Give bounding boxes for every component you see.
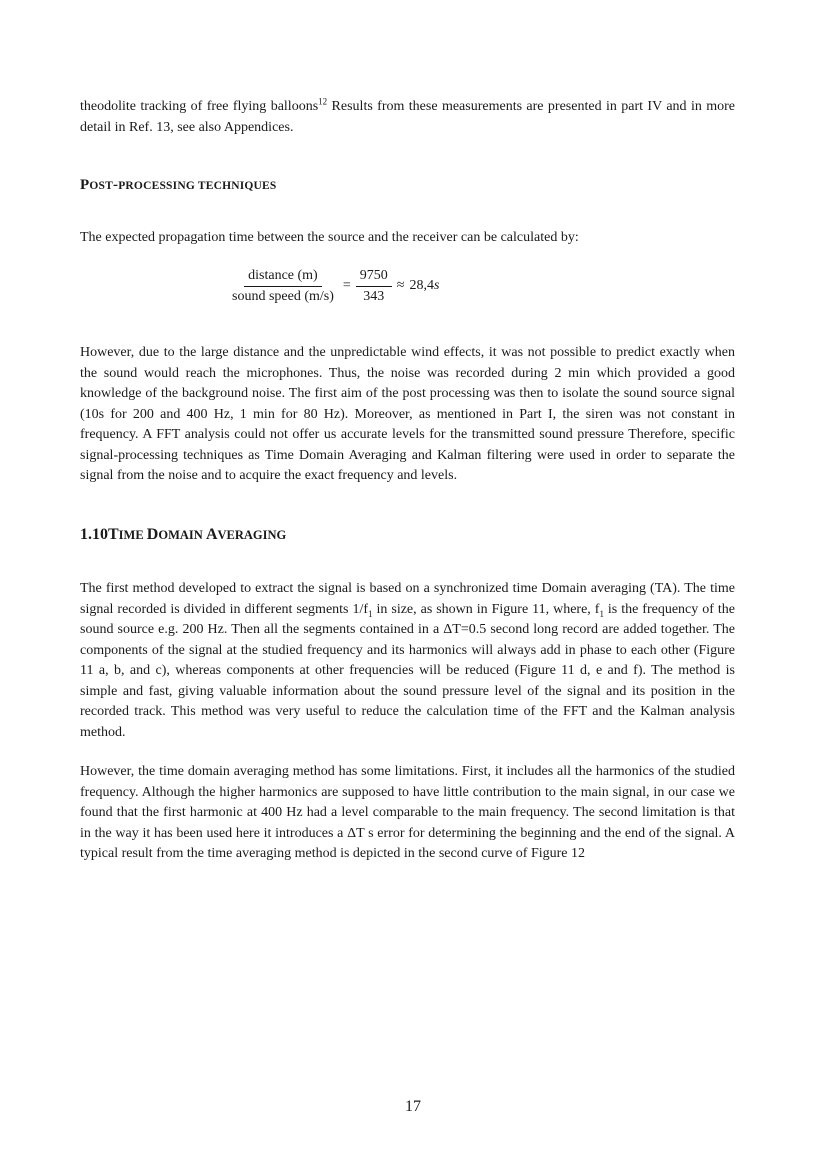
heading-initial: D bbox=[146, 526, 159, 543]
subscript: 1 bbox=[368, 608, 373, 619]
paragraph-post-processing: However, due to the large distance and the unpredictable wind effects, it was not possible to predict exactly when the sound would reach the microphones. Thus, the noise was recorded during 2 min which provided a good knowledge of the background noise. The first aim of the post processing was then to isolate the sound source signal (10s for 200 and 400 Hz, 1 min for 80 Hz). Moreover, as mentioned in Part I, the siren was not constant in frequency. A FFT analysis could not offer us accurate levels for the transmitted sound pressure Therefore, specific signal-processing techniques as Time Domain Averaging and Kalman filtering were used in order to separate the signal from the noise and to acquire the exact frequency and levels. bbox=[80, 345, 735, 483]
paragraph-text: Results from these measurements are presented in part IV and in more detail in Ref. 13, see also Appendices. bbox=[80, 99, 735, 135]
approx-sign: ≈ bbox=[396, 278, 405, 293]
numerator: distance (m) bbox=[244, 267, 322, 287]
paragraph-propagation-intro: The expected propagation time between the source and the receiver can be calculated by: bbox=[80, 230, 579, 245]
fraction-distance-speed bbox=[228, 267, 338, 306]
paragraph-text: is the frequency of the sound source e.g. 200 Hz. Then all the segments contained in a ΔT=0.5 second long record are added together. The components of the signal at the studied frequency and its harmonics will always add in phase to each other (Figure 11 a, b, and c), whereas components at other frequencies will be reduced (Figure 11 d, e and f). The method is simple and fast, giving valuable information about the sound pressure level of the signal and its position in the recorded track. This method was very useful to reduce the calculation time of the FFT and the Kalman analysis method. bbox=[80, 601, 735, 740]
fraction-values bbox=[356, 267, 392, 306]
heading-smallcaps: VERAGING bbox=[217, 528, 287, 542]
heading-smallcaps: IME bbox=[118, 528, 147, 542]
paragraph-limitations: However, the time domain averaging method has some limitations. First, it includes all the harmonics of the studied frequency. Although the higher harmonics are supposed to have little contribution to the main signal, in our case we found that the first harmonic at 400 Hz had a level comparable to the main frequency. The second limitation is that in the way it has been used here it introduces a ΔT s error for determining the beginning and the end of the signal. A typical result from the time averaging method is depicted in the second curve of Figure 12 bbox=[80, 764, 735, 861]
propagation-time-equation bbox=[228, 264, 439, 308]
paragraph-text: The first method developed to extract the signal is based on a synchronized time Domain averaging (TA). The time signal recorded is divided in different segments 1/f bbox=[80, 581, 735, 617]
reference-superscript: 12 bbox=[318, 96, 328, 107]
section-heading-post-processing bbox=[80, 177, 277, 194]
denominator: 343 bbox=[363, 288, 385, 304]
heading-initial: T bbox=[108, 526, 119, 543]
equation-result: 28,4 bbox=[409, 278, 434, 293]
paragraph-balloon-tracking bbox=[80, 97, 735, 138]
heading-smallcaps: OST bbox=[89, 180, 113, 192]
paragraph-text: theodolite tracking of free flying balloons bbox=[80, 99, 319, 114]
section-heading-time-domain-averaging bbox=[80, 526, 286, 544]
subscript: 1 bbox=[599, 608, 604, 619]
paragraph-time-averaging-method bbox=[80, 579, 735, 743]
heading-initial: A bbox=[205, 526, 218, 543]
paragraph-text: in size, as shown in Figure 11, where, f bbox=[372, 601, 600, 617]
denominator: sound speed (m/s) bbox=[232, 288, 334, 304]
page-number: 17 bbox=[405, 1098, 421, 1115]
heading-smallcaps: OMAIN bbox=[158, 528, 206, 542]
heading-initial: P bbox=[80, 177, 90, 193]
heading-hyphen: - bbox=[113, 177, 119, 193]
equals-sign: = bbox=[342, 278, 351, 293]
numerator: 9750 bbox=[356, 267, 392, 287]
equation-unit: s bbox=[433, 278, 440, 293]
section-number: 1.10 bbox=[80, 526, 108, 543]
heading-smallcaps: PROCESSING TECHNIQUES bbox=[118, 180, 277, 192]
